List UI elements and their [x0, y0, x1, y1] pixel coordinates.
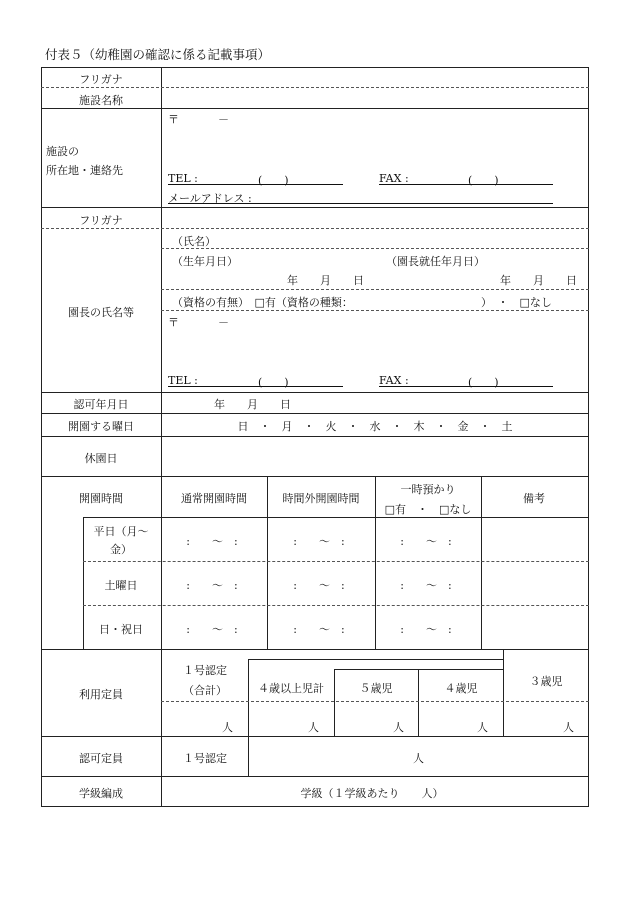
- row-sep: [161, 248, 589, 249]
- time-cell: : ～ :: [400, 579, 452, 592]
- saturday-label: 土曜日: [104, 579, 138, 592]
- fax-underline: [379, 184, 553, 185]
- row-sep: [161, 701, 589, 702]
- tel-label: TEL :: [168, 172, 198, 185]
- row-sep: [41, 207, 589, 208]
- row-sep: [41, 108, 589, 109]
- row-sep: [41, 436, 589, 437]
- row-sep: [248, 659, 504, 660]
- row-sep: [161, 310, 589, 311]
- director-fax-label: FAX :: [379, 374, 409, 387]
- row-sep: [83, 517, 589, 518]
- capacity-person-unit: 人: [563, 721, 574, 734]
- capacity-person-unit: 人: [393, 721, 404, 734]
- birth-ymd: 年 月 日: [287, 274, 364, 287]
- time-cell: : ～ :: [293, 623, 345, 636]
- tel-underline: [168, 184, 343, 185]
- col-sep: [418, 669, 419, 736]
- row-sep: [41, 87, 589, 88]
- permit-date-label: 認可年月日: [73, 398, 129, 411]
- inauguration-date-label: （園長就任年月日）: [386, 255, 485, 268]
- licensed-person-unit: 人: [413, 752, 424, 765]
- facility-name-label: 施設名称: [79, 94, 123, 107]
- extra-hours-header: 時間外開園時間: [282, 492, 360, 505]
- weekday-label-line2: 金）: [110, 543, 132, 556]
- tel-paren: ( ): [258, 174, 289, 187]
- capacity-person-unit: 人: [222, 721, 233, 734]
- col-sep: [248, 659, 249, 736]
- row-sep: [161, 289, 589, 290]
- capacity-person-unit: 人: [477, 721, 488, 734]
- email-label: メールアドレス :: [168, 192, 252, 205]
- fax-label: FAX :: [379, 172, 409, 185]
- class-org-label: 学級編成: [79, 787, 123, 800]
- fax-paren: ( ): [468, 174, 499, 187]
- time-cell: : ～ :: [293, 579, 345, 592]
- row-sep: [83, 561, 589, 562]
- age4-header: ４歳児: [444, 682, 478, 695]
- time-cell: : ～ :: [186, 623, 238, 636]
- licensed-capacity-label: 認可定員: [79, 752, 123, 765]
- permit-ymd: 年 月 日: [214, 398, 291, 411]
- col-sep: [481, 476, 482, 649]
- sun-holiday-label: 日・祝日: [99, 623, 143, 636]
- row-sep: [41, 476, 589, 477]
- postal-dash: －: [218, 113, 229, 126]
- table-top-border: [41, 67, 589, 68]
- director-tel-paren: ( ): [258, 376, 289, 389]
- time-cell: : ～ :: [186, 579, 238, 592]
- qualification-none: ） ・ □なし: [481, 296, 552, 309]
- postal-mark: 〒: [168, 113, 179, 126]
- director-fax-underline: [379, 386, 553, 387]
- row-sep: [41, 392, 589, 393]
- time-cell: : ～ :: [400, 535, 452, 548]
- open-days-label: 開園する曜日: [68, 420, 134, 433]
- row-sep: [41, 413, 589, 414]
- remarks-header: 備考: [523, 492, 545, 505]
- col-sep: [334, 669, 335, 736]
- col-sep: [375, 476, 376, 649]
- email-underline: [168, 203, 553, 204]
- row-sep: [334, 669, 504, 670]
- director-tel-underline: [168, 386, 343, 387]
- time-cell: : ～ :: [400, 623, 452, 636]
- normal-hours-header: 通常開園時間: [181, 492, 247, 505]
- director-postal-dash: －: [218, 316, 229, 329]
- inauguration-ymd: 年 月 日: [500, 274, 577, 287]
- col-sep: [503, 649, 504, 736]
- furigana2-label: フリガナ: [79, 214, 123, 227]
- weekday-label-line1: 平日（月～: [93, 525, 149, 538]
- col-sep: [83, 517, 84, 649]
- furigana-label: フリガナ: [79, 73, 123, 86]
- director-label: 園長の氏名等: [68, 306, 134, 319]
- row-sep: [83, 605, 589, 606]
- row-sep: [41, 228, 589, 229]
- director-fax-paren: ( ): [468, 376, 499, 389]
- row-sep: [41, 649, 589, 650]
- over4-header: ４歳以上児計: [258, 682, 324, 695]
- age5-header: ５歳児: [359, 682, 393, 695]
- time-cell: : ～ :: [293, 535, 345, 548]
- row-sep: [41, 736, 589, 737]
- row-sep: [41, 776, 589, 777]
- col-sep: [248, 736, 249, 776]
- director-name-label: （氏名）: [172, 235, 216, 248]
- table-bottom-border: [41, 806, 589, 807]
- director-tel-label: TEL :: [168, 374, 198, 387]
- col-sep: [267, 476, 268, 649]
- form-title: 付表５（幼稚園の確認に係る記載事項）: [45, 47, 271, 62]
- address-label-line2: 所在地・連絡先: [46, 164, 123, 177]
- capacity-label: 利用定員: [79, 688, 123, 701]
- director-postal-mark: 〒: [168, 316, 179, 329]
- capacity-person-unit: 人: [308, 721, 319, 734]
- cert1-total-line1: １号認定: [183, 664, 227, 677]
- time-cell: : ～ :: [186, 535, 238, 548]
- temp-care-options: □有 ・ □なし: [384, 503, 472, 516]
- qualification-label: （資格の有無） □有（資格の種類：: [172, 296, 353, 309]
- temp-care-header: 一時預かり: [400, 483, 456, 496]
- cert1-total-line2: （合計）: [183, 684, 227, 697]
- age3-header: ３歳児: [529, 675, 563, 688]
- licensed-cert1-label: １号認定: [183, 752, 227, 765]
- class-org-text: 学級（１学級あたり 人）: [300, 787, 444, 800]
- holidays-label: 休園日: [84, 452, 118, 465]
- hours-label: 開園時間: [79, 492, 123, 505]
- open-days-values: 日 ・ 月 ・ 火 ・ 水 ・ 木 ・ 金 ・ 土: [237, 420, 513, 433]
- birth-date-label: （生年月日）: [172, 255, 238, 268]
- address-label-line1: 施設の: [46, 145, 79, 158]
